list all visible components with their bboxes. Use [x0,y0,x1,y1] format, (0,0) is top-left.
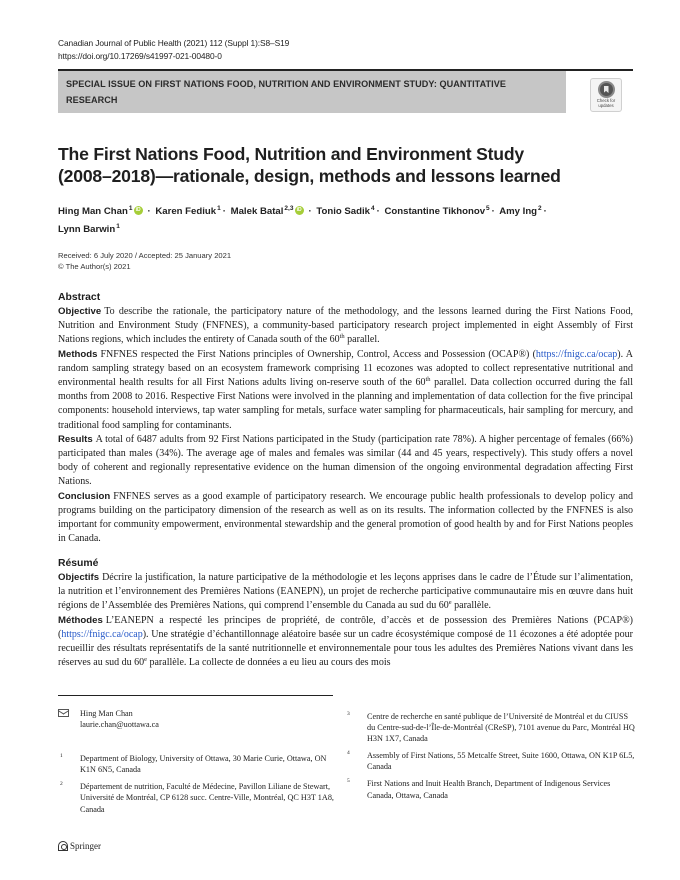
ocap-link[interactable]: https://fnigc.ca/ocap [535,348,618,360]
author-affiliation: 2 [538,205,542,212]
footnotes-right [345,711,635,807]
affiliation-number: 5 [347,778,350,785]
author-separator: · [491,206,495,217]
abstract-methods: Methods FNFNES respected the First Nations principles of Ownership, Control, Access and Possession (OCAP®) (https://fnigc.ca/ocap). A random sampling strategy based on an ecosystem framework comprising 11 ecozones was adopted to collect representative nutritional and environmental health results for all First Nations adults living on-reserve south of the 60th parallel. Data collection occurred during the fall months from 2008 to 2016. Respective First Nations were involved in the planning and implementation of data collection for the five principal components: household interviews, tap water sampling for metals, surface water sampling for pharmaceuticals, hair sampling for mercury, and traditional food sampling for contaminants. [58,348,634,431]
check-for-updates-icon [598,81,615,98]
check-for-updates-button[interactable] [590,78,622,112]
abstract-objective: Objective To describe the rationale, the participatory nature of the methodology, and the lessons learned during the First Nations Food, Nutrition and Environment Study (FNFNES), a community-based participatory research project implemented in eight Assembly of First Nations regions, which includes the entirety of Canada south of the 60th parallel. [58,306,633,346]
author-separator: · [308,206,312,217]
pcap-link[interactable]: https://fnigc.ca/ocap [61,628,143,640]
footnotes-left [58,708,338,821]
springer-horse-icon [58,841,68,851]
affiliation-item [58,781,338,814]
affiliation-number: 1 [60,753,63,760]
resume-methodes: Méthodes L’EANEPN a respecté les principes de propriété, de contrôle, d’accès et de possession des Premières Nations (PCAP®) (https://fnigc.ca/ocap). Une stratégie d’échantillonnage aléatoire basée sur un cadre écosystémique composé de 11 écozones a été adoptée pour recueillir des résultats représentatifs de la santé nutritionnelle et environnementale pour tous les adultes des Premières Nations vivant dans les réserves au sud du 60e parallèle. La collecte de données a eu lieu au cours des mois [58,614,633,669]
author-affiliation: 1 [116,222,120,230]
affiliation-text: First Nations and Inuit Health Branch, Department of Indigenous Services Canada, Ottawa, Canada [367,779,611,800]
banner-line-1: SPECIAL ISSUE ON FIRST NATIONS FOOD, NUTRITION AND ENVIRONMENT STUDY: QUANTITATIVE [66,79,506,89]
author-name[interactable]: Karen Fediuk [155,206,217,217]
affiliation-item [345,750,635,772]
author-name[interactable]: Hing Man Chan [58,206,128,217]
author-separator: · [147,206,151,217]
affiliation-number: 3 [347,711,350,717]
publisher-name: Springer [70,841,101,851]
author-affiliation: 1 [217,205,221,212]
article-title-line-1: The First Nations Food, Nutrition and Environment Study [58,144,524,164]
abstract-results: Results A total of 6487 adults from 92 First Nations participated in the Study (participation rate 78%). A higher percentage of females (66%) participated than males (34%). The average age of males and females was similar (44 and 45 years, respectively). This study offers a novel body of coherent and regionally representative evidence on the human dimension of the ongoing environmental degradation affecting First Nations. [58,433,633,488]
methods-label: Methods [58,348,98,360]
resume-section [58,557,633,670]
article-dates [58,251,231,272]
article-title [58,143,618,187]
publisher-logo [58,841,101,851]
conclusion-label: Conclusion [58,490,111,502]
affiliation-text: Département de nutrition, Faculté de Médecine, Pavillon Liliane de Stewart, Université de Montréal, CP 6128 succ. Centre-Ville, Montréal, QC H3T 1A8, Canada [80,782,334,814]
journal-meta [58,37,289,63]
article-title-line-2: (2008–2018)—rationale, design, methods and lessons learned [58,166,561,186]
author-separator: · [543,206,547,217]
banner-line-2: RESEARCH [66,94,118,105]
author-affiliation: 4 [370,205,375,212]
author-affiliation: 1 [128,205,133,212]
author-name[interactable]: Malek Batal [230,206,284,217]
received-accepted-dates: Received: 6 July 2020 / Accepted: 25 January 2021 [58,251,232,260]
affiliation-item [345,711,635,744]
doi-link[interactable]: https://doi.org/10.17269/s41997-021-00480-0 [58,51,222,61]
abstract-section [58,291,633,546]
resume-heading: Résumé [58,558,99,569]
affiliation-number: 2 [60,781,63,788]
author-name[interactable]: Constantine Tikhonov [384,206,486,217]
footnote-rule [58,695,333,696]
orcid-icon[interactable] [295,206,304,215]
contact-email[interactable]: laurie.chan@uottawa.ca [80,720,159,730]
affiliation-item [58,753,338,775]
author-name[interactable]: Lynn Barwin [58,223,116,235]
abstract-conclusion: Conclusion FNFNES serves as a good example of participatory research. We encourage public health professionals to develop policy and programs building on the participatory dimension of the research as well as on its results. The information collected by the FNFNES is also important for community empowerment, environmental stewardship and the general promotion of good health by and for First Nations peoples in Canada. [58,490,633,545]
envelope-icon [58,709,69,717]
contact-name: Hing Man Chan [80,709,133,718]
author-affiliation: 5 [486,205,490,212]
affiliation-text: Assembly of First Nations, 55 Metcalfe Street, Suite 1600, Ottawa, ON K1P 6L5, Canada [367,751,635,772]
copyright-notice: © The Author(s) 2021 [58,261,131,271]
author-separator: · [376,206,380,217]
objective-label: Objective [58,306,102,317]
orcid-icon[interactable] [134,206,143,215]
check-for-updates-label: Check for updates [596,98,616,108]
affiliation-text: Centre de recherche en santé publique de l’Université de Montréal et du CIUSS du Centre-sud-de-l’Île-de-Montréal (CReSP), 7101 avenue du Parc, Montréal HQ H3N 1X7, Canada [367,712,635,744]
author-name[interactable]: Amy Ing [499,206,538,217]
author-list [58,202,633,237]
author-separator: · [222,206,226,217]
results-label: Results [58,433,93,445]
methodes-label: Méthodes [58,614,103,626]
resume-objectifs: Objectifs Décrire la justification, la nature participative de la méthodologie et les leçons apprises dans le cadre de l’Étude sur l’alimentation, la nutrition et l’environnement des Premières Nations (EANEPN), un projet de recherche participative communautaire mis en œuvre dans huit régions de l’Assemblée des Premières Nations, qui comprend l’ensemble du Canada au sud du 60e parallèle. [58,572,633,612]
objectifs-label: Objectifs [58,572,100,583]
affiliation-number: 4 [347,750,350,757]
corresponding-author [58,708,338,730]
abstract-heading: Abstract [58,292,101,303]
affiliation-text: Department of Biology, University of Ottawa, 30 Marie Curie, Ottawa, ON K1N 6N5, Canada [80,754,327,775]
special-issue-banner [58,71,566,113]
author-affiliation: 2,3 [284,205,294,212]
author-name[interactable]: Tonio Sadik [316,206,370,217]
affiliation-item [345,778,635,800]
journal-citation: Canadian Journal of Public Health (2021) 112 (Suppl 1):S8–S19 [58,38,290,48]
